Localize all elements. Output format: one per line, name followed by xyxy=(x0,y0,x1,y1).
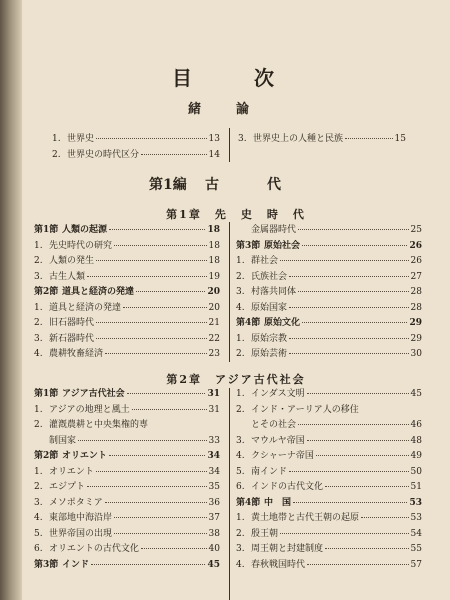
toc-entry xyxy=(34,559,220,572)
toc-page-number: 29 xyxy=(409,318,422,328)
toc-entry-text: アジア古代社会 xyxy=(62,389,125,399)
toc-entry-text: インド・アーリア人の移住 xyxy=(251,404,359,415)
toc-leader-dots xyxy=(91,564,205,565)
toc-page-number: 53 xyxy=(410,513,422,523)
toc-entry-text: 道具と経済の発達 xyxy=(49,302,122,313)
toc-entry xyxy=(34,481,220,494)
toc-entry xyxy=(236,302,422,315)
toc-entry-text: 周王朝と封建制度 xyxy=(251,544,324,554)
toc-leader-dots xyxy=(109,455,206,456)
toc-entry-number: 2. xyxy=(34,420,43,430)
toc-entry xyxy=(238,133,406,146)
toc-page-number: 14 xyxy=(208,150,220,160)
toc-entry-number: 6. xyxy=(236,482,245,492)
chapter-2-column-divider xyxy=(229,388,230,600)
toc-entry xyxy=(236,512,422,525)
toc-entry-text: オリエントの古代文化 xyxy=(49,544,139,554)
toc-leader-dots xyxy=(289,338,409,339)
toc-page-number: 50 xyxy=(410,466,422,477)
toc-page-number: 34 xyxy=(208,466,220,477)
toc-leader-dots xyxy=(289,471,409,472)
toc-entry-number: 4. xyxy=(236,559,245,570)
toc-leader-dots xyxy=(361,517,409,518)
toc-entry-text: メソポタミア xyxy=(49,497,103,508)
chapter-2-title: 第2章 アジア古代社会 xyxy=(166,373,306,386)
toc-entry-number: 2. xyxy=(236,528,245,539)
title-char-2: 次 xyxy=(254,66,275,90)
toc-page-number: 29 xyxy=(410,333,422,344)
toc-entry xyxy=(236,435,422,448)
toc-entry-number: 5. xyxy=(236,466,245,477)
part-title-char-1: 古 xyxy=(205,177,219,193)
toc-entry-number: 第1節 xyxy=(34,225,59,235)
toc-entry-text: 金属器時代 xyxy=(251,225,297,235)
toc-entry xyxy=(236,528,422,541)
toc-page-number: 22 xyxy=(208,333,220,344)
toc-entry-text: 灌漑農耕と中央集権的専 xyxy=(49,420,149,430)
toc-entry-text: 原始芸術 xyxy=(251,349,288,359)
toc-entry-text: 旧石器時代 xyxy=(49,318,95,328)
toc-entry-text: 世界帝国の出現 xyxy=(49,528,113,539)
toc-entry-text: エジプト xyxy=(49,482,86,492)
toc-entry-text: 世界史 xyxy=(67,134,95,144)
toc-leader-dots xyxy=(109,229,205,230)
toc-page-number: 37 xyxy=(208,513,220,523)
toc-entry-number: 2. xyxy=(34,482,43,492)
toc-entry-number: 3. xyxy=(236,435,245,446)
toc-page-number: 48 xyxy=(410,435,422,446)
toc-page-number: 33 xyxy=(208,435,220,446)
toc-entry-number: 1. xyxy=(236,389,245,399)
toc-entry xyxy=(236,271,422,284)
toc-leader-dots xyxy=(298,291,409,292)
toc-page-number: 26 xyxy=(409,240,422,251)
toc-entry-text: 中 国 xyxy=(264,497,292,508)
page-title xyxy=(22,62,450,92)
toc-leader-dots xyxy=(105,502,207,503)
toc-entry xyxy=(52,149,220,162)
toc-page-number: 20 xyxy=(208,302,220,313)
toc-entry-text: 黄土地帯と古代王朝の起原 xyxy=(251,513,360,523)
toc-entry-text: 原始国家 xyxy=(251,302,288,313)
toc-entry-number: 5. xyxy=(34,528,43,539)
toc-entry-number: 3. xyxy=(238,134,247,144)
toc-entry-number: 1. xyxy=(34,302,43,313)
toc-page-number: 36 xyxy=(208,497,220,508)
toc-entry-text: 原始文化 xyxy=(264,318,301,328)
toc-entry-text: 新石器時代 xyxy=(49,333,95,344)
toc-entry-number: 4. xyxy=(34,513,43,523)
toc-entry-text: 村落共同体 xyxy=(251,287,297,297)
toc-entry-number: 1. xyxy=(34,466,43,477)
toc-leader-dots xyxy=(96,260,207,261)
toc-entry-number: 第2節 xyxy=(34,451,59,461)
toc-entry xyxy=(236,450,422,463)
toc-leader-dots xyxy=(141,548,207,549)
toc-entry xyxy=(34,286,220,299)
toc-page-number: 19 xyxy=(208,271,220,282)
toc-entry xyxy=(236,419,422,432)
toc-page xyxy=(22,0,450,600)
toc-entry-number: 4. xyxy=(34,349,43,359)
toc-entry-number: 2. xyxy=(236,271,245,282)
toc-entry xyxy=(236,497,422,510)
toc-page-number: 28 xyxy=(410,302,422,313)
toc-entry-text: アジアの地理と風土 xyxy=(49,404,130,415)
toc-entry-text: 原始宗教 xyxy=(251,333,288,344)
toc-entry-number: 第3節 xyxy=(236,240,261,251)
toc-leader-dots xyxy=(123,307,207,308)
toc-entry-text: 古生人類 xyxy=(49,271,86,282)
toc-entry xyxy=(34,419,220,432)
toc-entry-text: インダス文明 xyxy=(251,389,305,399)
part-label: 第1編 xyxy=(149,177,187,193)
intro-char-1: 緒 xyxy=(188,102,202,117)
toc-page-number: 54 xyxy=(410,528,422,539)
toc-entry xyxy=(34,240,220,253)
toc-leader-dots xyxy=(302,322,407,323)
toc-entry-number: 2. xyxy=(236,349,245,359)
toc-entry-number: 2. xyxy=(34,318,43,328)
intro-column-divider xyxy=(229,128,230,162)
toc-entry xyxy=(34,224,220,237)
toc-entry-text: とその社会 xyxy=(251,420,297,430)
toc-page-number: 13 xyxy=(208,134,220,144)
toc-entry-number: 第4節 xyxy=(236,497,261,508)
toc-entry-number: 3. xyxy=(34,333,43,344)
book-gutter xyxy=(0,0,22,600)
toc-page-number: 31 xyxy=(208,404,220,415)
toc-page-number: 35 xyxy=(208,482,220,492)
toc-entry xyxy=(236,404,422,417)
toc-entry xyxy=(34,302,220,315)
toc-entry-text: 世界史上の人種と民族 xyxy=(253,134,344,144)
toc-entry-number: 第3節 xyxy=(34,559,59,570)
toc-entry xyxy=(34,255,220,268)
toc-leader-dots xyxy=(289,353,409,354)
toc-entry-number: 6. xyxy=(34,544,43,554)
toc-entry-number: 1. xyxy=(236,256,245,266)
toc-entry-number: 1. xyxy=(34,404,43,415)
toc-entry-text: 農耕牧畜経済 xyxy=(49,349,104,359)
toc-entry-number: 2. xyxy=(52,150,61,160)
toc-leader-dots xyxy=(114,245,207,246)
toc-page-number: 57 xyxy=(410,559,422,570)
intro-heading xyxy=(22,98,450,118)
toc-entry-number: 第1節 xyxy=(34,389,59,399)
toc-entry xyxy=(236,388,422,401)
toc-page-number: 20 xyxy=(207,287,220,297)
toc-page-number: 18 xyxy=(208,240,220,251)
toc-leader-dots xyxy=(345,138,393,139)
toc-page-number: 30 xyxy=(410,349,422,359)
toc-page-number: 53 xyxy=(409,497,422,508)
toc-entry-text: 春秋戦国時代 xyxy=(251,559,306,570)
toc-entry-text: インドの古代文化 xyxy=(251,482,324,492)
toc-entry-number: 第2節 xyxy=(34,287,59,297)
toc-entry-number: 2. xyxy=(236,404,245,415)
toc-page-number: 45 xyxy=(410,389,422,399)
toc-leader-dots xyxy=(87,486,207,487)
toc-entry xyxy=(34,466,220,479)
toc-entry-text: 世界史の時代区分 xyxy=(67,150,140,160)
toc-entry xyxy=(34,388,220,401)
toc-page-number: 31 xyxy=(207,389,220,399)
toc-page-number: 26 xyxy=(410,256,422,266)
toc-page-number: 38 xyxy=(208,528,220,539)
toc-entry-number: 3. xyxy=(34,497,43,508)
toc-entry xyxy=(52,133,220,146)
toc-leader-dots xyxy=(96,138,207,139)
toc-leader-dots xyxy=(96,338,207,339)
toc-page-number: 34 xyxy=(207,451,220,461)
toc-entry xyxy=(236,348,422,361)
chapter-1-column-divider xyxy=(229,222,230,362)
toc-entry-number: 3. xyxy=(34,271,43,282)
toc-entry-text: 東部地中海沿岸 xyxy=(49,513,113,523)
toc-entry-number: 1. xyxy=(52,134,61,144)
toc-page-number: 25 xyxy=(410,225,422,235)
toc-entry xyxy=(236,255,422,268)
toc-entry-text: インド xyxy=(62,559,90,570)
toc-page-number: 28 xyxy=(410,287,422,297)
toc-entry xyxy=(236,317,422,330)
part-title-char-2: 代 xyxy=(267,177,281,193)
toc-entry-text: 先史時代の研究 xyxy=(49,240,113,251)
toc-page-number: 51 xyxy=(410,482,422,492)
toc-leader-dots xyxy=(127,393,206,394)
toc-leader-dots xyxy=(280,260,409,261)
toc-page-number: 46 xyxy=(410,420,422,430)
toc-entry xyxy=(236,543,422,556)
toc-page-number: 18 xyxy=(207,225,220,235)
toc-leader-dots xyxy=(96,471,207,472)
toc-entry-number: 2. xyxy=(34,256,43,266)
toc-leader-dots xyxy=(307,393,409,394)
toc-entry-number: 3. xyxy=(236,287,245,297)
toc-entry-text: 氏族社会 xyxy=(251,271,288,282)
toc-entry-text: 制国家 xyxy=(49,435,77,446)
toc-entry-text: オリエント xyxy=(62,451,107,461)
toc-leader-dots xyxy=(78,440,207,441)
toc-leader-dots xyxy=(114,533,207,534)
toc-page-number: 23 xyxy=(208,349,220,359)
toc-entry-text: マウルヤ帝国 xyxy=(251,435,305,446)
toc-entry-text: 人類の発生 xyxy=(49,256,95,266)
toc-leader-dots xyxy=(298,229,409,230)
toc-entry-number: 1. xyxy=(236,513,245,523)
toc-page-number: 40 xyxy=(208,544,220,554)
toc-leader-dots xyxy=(325,486,409,487)
toc-leader-dots xyxy=(105,353,207,354)
toc-entry-number: 1. xyxy=(34,240,43,251)
toc-page-number: 27 xyxy=(410,271,422,282)
toc-leader-dots xyxy=(280,533,409,534)
toc-entry xyxy=(34,497,220,510)
toc-leader-dots xyxy=(96,322,207,323)
chapter-1-title: 第1章 先 史 時 代 xyxy=(166,208,306,221)
toc-entry xyxy=(34,333,220,346)
part-heading xyxy=(22,174,450,196)
toc-page-number: 55 xyxy=(410,544,422,554)
toc-entry xyxy=(236,481,422,494)
toc-entry xyxy=(236,559,422,572)
toc-entry-text: 道具と経済の発達 xyxy=(62,287,135,297)
toc-entry-number: 第4節 xyxy=(236,318,261,328)
toc-entry xyxy=(34,450,220,463)
toc-leader-dots xyxy=(293,502,407,503)
toc-entry xyxy=(236,333,422,346)
toc-entry-text: 南インド xyxy=(251,466,288,477)
toc-page-number: 15 xyxy=(394,134,406,144)
toc-entry-text: 殷王朝 xyxy=(251,528,279,539)
toc-leader-dots xyxy=(87,276,207,277)
toc-entry xyxy=(34,317,220,330)
toc-entry-text: 群社会 xyxy=(251,256,279,266)
toc-leader-dots xyxy=(307,564,409,565)
toc-leader-dots xyxy=(325,548,409,549)
toc-page-number: 18 xyxy=(208,256,220,266)
toc-entry-number: 1. xyxy=(236,333,245,344)
toc-leader-dots xyxy=(132,409,207,410)
toc-leader-dots xyxy=(298,424,409,425)
toc-entry xyxy=(34,435,220,448)
toc-entry xyxy=(236,240,422,253)
toc-entry-text: オリエント xyxy=(49,466,94,477)
toc-entry xyxy=(34,271,220,284)
toc-entry-number: 3. xyxy=(236,544,245,554)
toc-leader-dots xyxy=(307,440,409,441)
toc-entry xyxy=(236,466,422,479)
toc-leader-dots xyxy=(316,455,409,456)
toc-entry xyxy=(34,512,220,525)
toc-entry xyxy=(34,404,220,417)
toc-entry-text: クシャーナ帝国 xyxy=(251,451,314,461)
toc-entry-number: 4. xyxy=(236,451,245,461)
toc-entry-number: 4. xyxy=(236,302,245,313)
toc-leader-dots xyxy=(141,154,207,155)
toc-entry xyxy=(34,348,220,361)
toc-leader-dots xyxy=(114,517,207,518)
toc-page-number: 21 xyxy=(208,318,220,328)
intro-char-2: 論 xyxy=(236,102,250,117)
toc-entry-text: 人類の起源 xyxy=(62,225,108,235)
toc-entry xyxy=(34,528,220,541)
toc-entry xyxy=(236,286,422,299)
toc-leader-dots xyxy=(136,291,205,292)
toc-entry xyxy=(34,543,220,556)
toc-page-number: 45 xyxy=(207,559,220,570)
toc-leader-dots xyxy=(289,307,409,308)
toc-leader-dots xyxy=(289,276,409,277)
title-char-1: 目 xyxy=(172,66,193,90)
toc-page-number: 49 xyxy=(410,451,422,461)
toc-leader-dots xyxy=(302,245,407,246)
toc-entry xyxy=(236,224,422,237)
toc-entry-text: 原始社会 xyxy=(264,240,301,251)
